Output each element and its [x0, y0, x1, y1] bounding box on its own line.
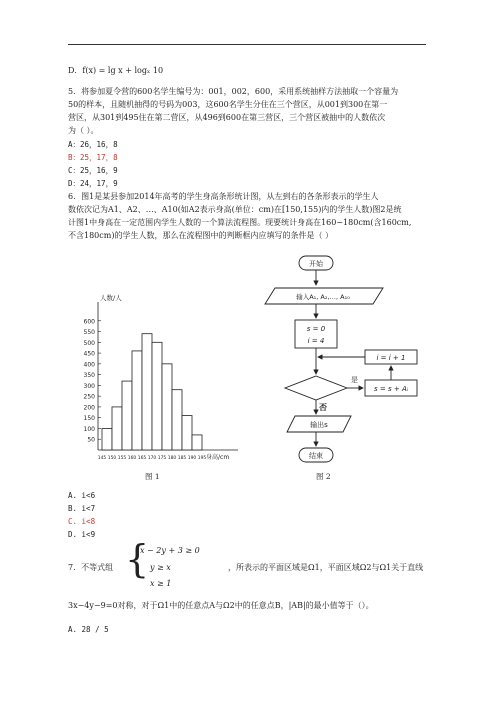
flow-yes-label: 是	[351, 376, 358, 384]
height-bar-chart	[68, 288, 248, 478]
q6-option-c: C. i<8	[68, 517, 96, 526]
chart-y-tick-label: 250	[83, 393, 95, 401]
chart-x-tick-label: 150	[107, 456, 117, 461]
chart-x-tick-label: 195	[197, 456, 207, 461]
chart-y-tick-label: 200	[83, 404, 95, 412]
chart-x-tick-label: 180	[167, 456, 177, 461]
flow-output-label: 输出s	[310, 421, 328, 429]
flow-start-label: 开始	[309, 260, 323, 268]
chart-bar-190-195	[192, 435, 202, 450]
q6-option-b: B. i<7	[68, 504, 96, 513]
flow-no-label: 否	[319, 403, 327, 412]
chart-x-tick-label: 185	[177, 456, 187, 461]
q5-line-1: 5．将参加夏令营的600名学生编号为：001，002，600，采用系统抽样方法抽取一个容量为	[68, 87, 399, 96]
chart-y-axis-label: 人数/人	[100, 294, 122, 302]
chart-x-axis-label: 身高/cm	[206, 454, 230, 461]
flow-decision-diamond	[285, 376, 347, 400]
flow-increment-label: i = i + 1	[376, 354, 406, 362]
q7-line-2: 3x−4y−9=0对称，对于Ω1中的任意点A与Ω2中的任意点B，|AB|的最小值等于（）。	[68, 601, 374, 610]
q6-line-1: 6．图1是某县参加2014年高考的学生身高条形统计图，从左到右的各条形表示的学生人	[68, 192, 379, 201]
figure-2-caption: 图 2	[316, 472, 331, 481]
q5-line-4: 为（ ）。	[68, 126, 99, 135]
flow-accumulate-label: s = s + Aᵢ	[374, 385, 408, 393]
q7-option-a: A. 28 / 5	[68, 625, 109, 634]
option-d-previous-question: D．f(x) = lg x + logₓ 10	[68, 66, 164, 75]
q5-line-2: 50的样本，且随机抽得的号码为003，这600名学生分住在三个营区，从001到300在第一	[68, 100, 388, 109]
chart-bar-175-180	[162, 364, 172, 450]
q7-system-brace: {	[125, 537, 150, 581]
flow-end-label: 结束	[309, 452, 323, 460]
q6-option-d: D. i<9	[68, 530, 96, 539]
q7-suffix: ，所表示的平面区域是Ω1，平面区域Ω2与Ω1关于直线	[228, 563, 424, 572]
chart-x-tick-label: 155	[117, 456, 127, 461]
chart-y-tick-label: 500	[83, 339, 95, 347]
chart-y-tick-label: 400	[83, 361, 95, 369]
chart-y-tick-label: 300	[83, 382, 95, 390]
chart-bar-185-190	[182, 416, 192, 450]
q5-option-c: C：25，16，9	[68, 166, 118, 175]
q5-option-b: B：25，17，8	[68, 153, 118, 162]
q6-line-3: 计图1中身高在一定范围内学生人数的一个算法流程图。现要统计身高在160~180cm(含160cm,	[68, 218, 412, 227]
chart-bar-180-185	[172, 390, 182, 450]
chart-y-tick-label: 550	[83, 329, 95, 337]
chart-bar-145-150	[102, 428, 112, 450]
q5-option-a: A：26，16，8	[68, 140, 118, 149]
q7-prefix: 7．不等式组	[68, 563, 114, 572]
flow-init-i-label: i = 4	[307, 337, 325, 345]
chart-y-tick-label: 450	[83, 350, 95, 358]
chart-y-tick-label: 50	[87, 436, 95, 444]
flow-input-label: 输入A₁, A₂,…, A₁₀	[296, 293, 350, 301]
chart-bar-155-160	[122, 381, 132, 450]
chart-bar-170-175	[152, 342, 162, 450]
q7-inequality-1: x − 2y + 3 ≥ 0	[140, 546, 200, 555]
chart-y-tick-label: 100	[83, 425, 95, 433]
flow-init-s-label: s = 0	[306, 325, 326, 333]
chart-y-tick-label: 600	[83, 318, 95, 326]
q6-option-a: A. i<6	[68, 491, 96, 500]
q6-line-2: 数依次记为A1、A2、…、A10(如A2表示身高(单位：cm)在[150,155)内的学生人数)图2是统	[68, 205, 402, 214]
chart-x-tick-label: 165	[137, 456, 147, 461]
chart-x-tick-label: 170	[147, 456, 157, 461]
chart-x-tick-label: 175	[157, 456, 167, 461]
chart-bar-160-165	[132, 351, 142, 450]
q6-line-4: 不含180cm)的学生人数，那么在流程图中的判断框内应填写的条件是（ ）	[68, 231, 333, 240]
chart-y-tick-label: 350	[83, 372, 95, 380]
q7-inequality-3: x ≥ 1	[150, 579, 172, 588]
chart-y-tick-label: 150	[83, 415, 95, 423]
page-top-rule	[68, 44, 426, 45]
chart-x-tick-label: 160	[127, 456, 137, 461]
chart-x-tick-label: 145	[97, 456, 107, 461]
chart-x-tick-label: 190	[187, 456, 197, 461]
algorithm-flowchart	[255, 248, 435, 470]
chart-bar-150-155	[112, 407, 122, 450]
q5-line-3: 营区，从301到495住在第二营区，从496到600在第三营区，三个营区被抽中的人数依次	[68, 113, 386, 122]
q5-option-d: D：24，17，9	[68, 179, 118, 188]
chart-bar-165-170	[142, 334, 152, 450]
q7-inequality-2: y ≥ x	[150, 563, 171, 572]
figure-1-caption: 图 1	[145, 472, 160, 481]
